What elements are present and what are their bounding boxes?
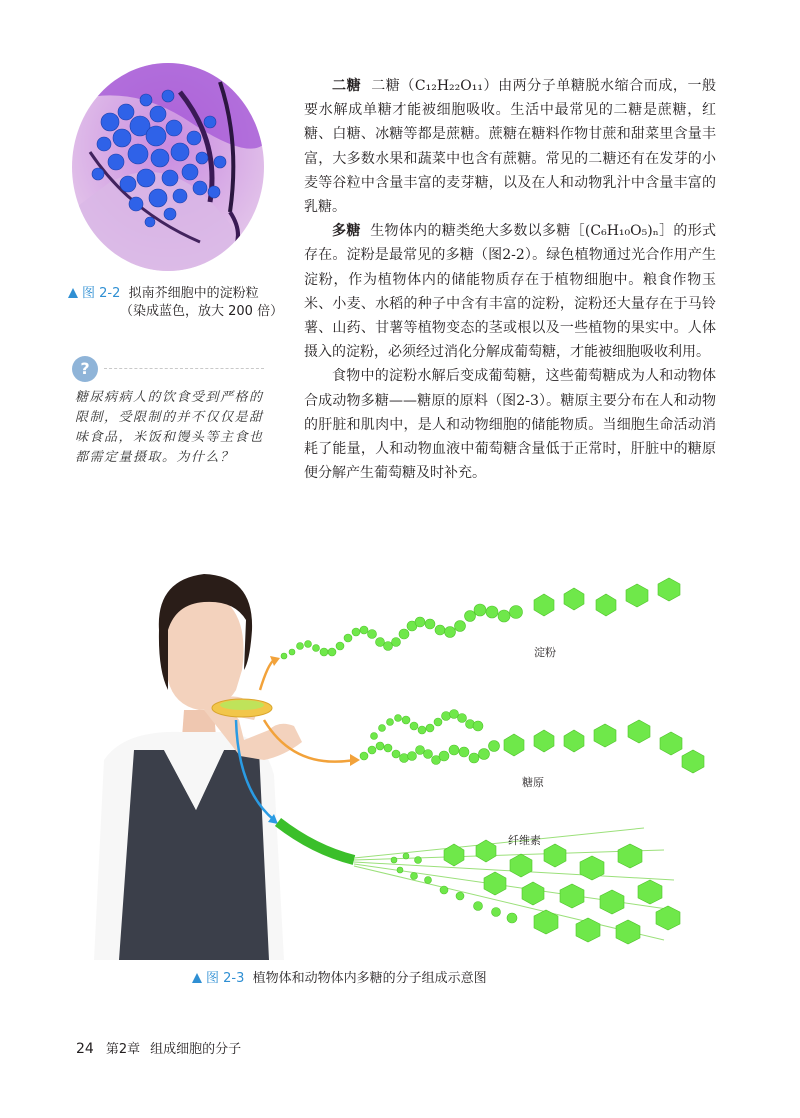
- main-text: [304, 74, 716, 485]
- caption-text: 拟南芥细胞中的淀粉粒: [128, 286, 259, 301]
- cellulose-label: 纤维素: [508, 835, 541, 847]
- starch-label: 淀粉: [534, 647, 556, 659]
- page-number: 24: [76, 1041, 94, 1057]
- polysaccharide-figure: [64, 560, 744, 960]
- figure-2-3-caption: [192, 970, 487, 988]
- chapter-title: 组成细胞的分子: [150, 1042, 242, 1057]
- paragraph-body: 二糖（C₁₂H₂₂O₁₁）由两分子单糖脱水缩合而成，一般要水解成单糖才能被细胞吸收。生活中最常见的二糖是蔗糖，红糖、白糖、冰糖等都是蔗糖。蔗糖在糖料作物甘蔗和甜菜里含量丰富，大多数水果和蔬菜中也含有蔗糖。常见的二糖还有在发芽的小麦等谷粒中含量丰富的麦芽糖，以及在人和动物乳汁中含量丰富的乳糖。: [304, 78, 717, 216]
- paragraph-glycogen: 食物中的淀粉水解后变成葡萄糖，这些葡萄糖成为人和动物体合成动物多糖——糖原的原料（图2-3）。糖原主要分布在人和动物的肝脏和肌肉中，是人和动物细胞的储能物质。当细胞生命活动消耗了能量，人和动物血液中葡萄糖含量低于正常时，肝脏中的糖原便分解产生葡萄糖及时补充。: [304, 368, 716, 482]
- triangle-marker-icon: [68, 288, 78, 298]
- caption-text: 植物体和动物体内多糖的分子组成示意图: [252, 971, 487, 986]
- figure-2-2-caption: [68, 285, 284, 321]
- triangle-marker-icon: [192, 973, 202, 983]
- student-illustration: [94, 574, 302, 960]
- paragraph-disaccharide: [304, 74, 716, 219]
- page-footer: [76, 1038, 241, 1057]
- glycogen-chain: [360, 710, 704, 774]
- term-disaccharide: 二糖: [332, 78, 362, 94]
- starch-chain: [281, 578, 680, 659]
- cellulose-strands: [278, 822, 680, 944]
- question-text: 糖尿病病人的饮食受到严格的限制，受限制的并不仅仅是甜味食品，米饭和馒头等主食也都需定量摄取。为什么？: [75, 390, 264, 465]
- caption-subtext: （染成蓝色，放大 200 倍）: [120, 304, 284, 319]
- question-icon: ?: [72, 356, 98, 382]
- chapter-number: 第2章: [105, 1042, 141, 1057]
- figure-label: 图 2-3: [206, 971, 245, 986]
- question-divider: [104, 368, 264, 369]
- figure-label: 图 2-2: [82, 286, 121, 301]
- starch-micrograph: [70, 62, 266, 272]
- term-polysaccharide: 多糖: [332, 223, 361, 240]
- glycogen-label: 糖原: [522, 777, 544, 789]
- paragraph-polysaccharide: [304, 219, 716, 364]
- paragraph-body: 生物体内的糖类绝大多数以多糖［(C₆H₁₀O₅)ₙ］的形式存在。淀粉是最常见的多糖（图2-2）。绿色植物通过光合作用产生淀粉，作为植物体内的储能物质存在于植物细胞中。粮食作物玉米、小麦、水稻的种子中含有丰富的淀粉，淀粉还大量存在于马铃薯、山药、甘薯等植物变态的茎或根以及一些植物的果实中。人体摄入的淀粉，必须经过消化分解成葡萄糖，才能被细胞吸收利用。: [304, 223, 717, 361]
